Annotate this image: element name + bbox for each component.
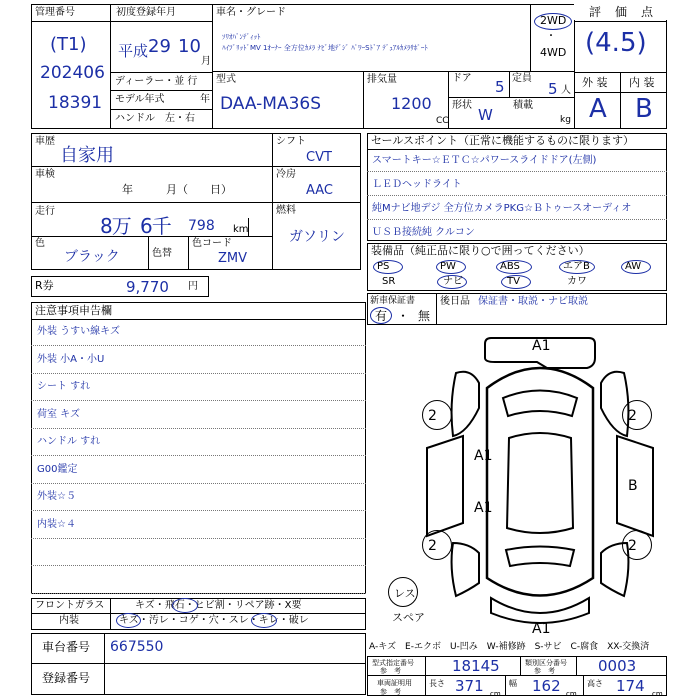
soko-man: 8万 xyxy=(100,214,131,238)
iro-code: ZMV xyxy=(218,251,248,266)
length-unit: cm xyxy=(490,690,501,698)
note-item: シート すれ xyxy=(37,381,91,392)
nenryo-label: 燃料 xyxy=(276,205,296,216)
note-item: ハンドル すれ xyxy=(37,436,101,447)
note-line xyxy=(31,510,366,511)
katashiki-label: 型式 xyxy=(216,74,236,85)
shift-label: シフト xyxy=(276,136,306,147)
legend: A-キズ E-エクボ U-凹み W-補修跡 S-サビ C-腐食 XX-交換済 xyxy=(369,642,650,652)
note-line xyxy=(31,428,366,429)
ruibetsu: 0003 xyxy=(598,657,637,675)
dealer-label: ディーラー・並 行 xyxy=(115,76,198,87)
shitei-sub: 参 考 xyxy=(380,667,401,675)
hyoka: (4.5) xyxy=(585,28,647,58)
height-unit: cm xyxy=(652,690,663,698)
sales-point: ＵＳＢ接続純 クルコン xyxy=(372,227,475,238)
teiin-unit: 人 xyxy=(561,85,571,96)
shomei-label: 車両証明用 xyxy=(377,679,412,687)
shift: CVT xyxy=(306,150,332,165)
width: 162 xyxy=(532,677,561,695)
kanri-num1: 202406 xyxy=(40,63,105,83)
keijo: W xyxy=(478,106,493,124)
flying-stone-circle xyxy=(172,598,198,613)
sekisai-unit: kg xyxy=(560,115,571,125)
keijo-label: 形状 xyxy=(452,100,472,111)
daiban: 667550 xyxy=(110,639,164,655)
gaiso-label: 外 装 xyxy=(582,76,608,89)
damage-mark: A1 xyxy=(532,621,551,637)
rub-circle xyxy=(251,613,277,628)
note-line xyxy=(31,455,366,456)
shodo-label: 初度登録年月 xyxy=(116,7,176,18)
note-item: 外装 うすい線キズ xyxy=(37,326,120,337)
shareki: 自家用 xyxy=(60,145,114,166)
kanri-num2: 18391 xyxy=(48,93,103,113)
rken-frame xyxy=(31,276,209,297)
shaken-text: 年 月（ 日） xyxy=(122,183,232,196)
gaiso: A xyxy=(589,94,607,124)
damage-circle xyxy=(622,400,652,430)
damage-circle xyxy=(422,400,452,430)
nenryo: ガソリン xyxy=(289,229,345,245)
damage-mark: レス xyxy=(394,587,416,600)
equip-item: ABS xyxy=(500,261,520,272)
iro-label: 色 xyxy=(35,238,45,249)
sales-point: 純Mナビ地デジ 全方位カメラPKG☆Ｂトゥースオーディオ xyxy=(372,203,632,214)
shomei-sub: 参 考 xyxy=(380,688,401,696)
naiso-row-label: 内装 xyxy=(59,615,79,626)
drive-dot: ・ xyxy=(546,31,556,42)
kanri-label: 管理番号 xyxy=(35,7,75,18)
kanri-t: (T1) xyxy=(50,34,87,55)
damage-mark: A1 xyxy=(474,448,493,464)
haiki: 1200 xyxy=(391,94,432,113)
damage-mark: 2 xyxy=(628,538,637,554)
sales-label: セールスポイント（正常に機能するものに限ります） xyxy=(371,134,635,147)
note-item: 外装☆５ xyxy=(37,491,76,502)
length: 371 xyxy=(455,677,484,695)
car-name-line2: ﾊｲﾌﾞﾘｯﾄﾞMV 1ｵｰﾅｰ 全方位ｶﾒﾗ ﾅﾋﾞ地ﾃﾞｼﾞ ﾊﾟﾜｰSﾄﾞｱ ﾃﾞｭｱﾙｶﾒﾗｻﾎﾟｰﾄ xyxy=(222,44,428,52)
soko-sen: 6千 xyxy=(140,214,171,238)
note-line xyxy=(31,593,366,594)
month: 10 xyxy=(178,36,201,57)
atohi: 保証書・取説・ナビ取説 xyxy=(478,296,588,307)
sales-line xyxy=(367,171,667,172)
naiso-row-text: キズ・汚レ・コゲ・穴・スレ・キレ・破レ xyxy=(119,615,309,626)
front-glass-label: フロントガラス xyxy=(35,600,105,611)
model-year-label: モデル年式 xyxy=(115,94,165,105)
length-label: 長さ xyxy=(429,679,445,688)
damage-mark: 2 xyxy=(428,538,437,554)
front-glass-text: キズ・飛石・ヒビ割・リペア跡・X要 xyxy=(135,600,302,611)
toroku-label: 登録番号 xyxy=(42,671,91,685)
shitei-label: 型式指定番号 xyxy=(372,659,414,667)
equip-item: ナビ xyxy=(443,276,463,287)
spare-label: スペア xyxy=(392,611,425,624)
equip-item: SR xyxy=(382,276,396,287)
damage-mark: A1 xyxy=(532,338,551,354)
soko-rest: 798 xyxy=(188,218,215,234)
irogae-label: 色替 xyxy=(152,248,172,259)
soko-unit: km xyxy=(233,224,249,235)
equip-item: PW xyxy=(440,261,456,272)
sales-line xyxy=(367,195,667,196)
damage-mark: 2 xyxy=(428,408,437,424)
ruibetsu-label: 類別区分番号 xyxy=(525,659,567,667)
month-unit: 月 xyxy=(201,56,211,67)
hosho-yes: 有 xyxy=(375,309,388,323)
soubi-label: 装備品（純正品に限り○で囲ってください） xyxy=(371,244,590,257)
soko-label: 走行 xyxy=(35,206,55,217)
model-year-unit: 年 xyxy=(200,94,210,105)
hosho-label: 新車保証書 xyxy=(370,296,416,306)
haiki-label: 排気量 xyxy=(367,74,397,85)
damage-circle xyxy=(422,530,452,560)
sekisai-label: 積載 xyxy=(513,100,533,111)
rken: 9,770 xyxy=(126,278,169,296)
year: 29 xyxy=(148,36,171,57)
note-item: 内装☆４ xyxy=(37,518,76,530)
note-item: 荷室 キズ xyxy=(37,408,80,420)
atohi-label: 後日品 xyxy=(440,296,470,307)
reito: AAC xyxy=(306,183,333,198)
handle-label: ハンドル 左・右 xyxy=(115,113,195,124)
equip-item: TV xyxy=(507,276,520,287)
note-line xyxy=(31,565,366,566)
haiki-unit: CC xyxy=(436,116,449,126)
naiso: B xyxy=(635,94,653,124)
drive-2wd: 2WD xyxy=(540,14,567,27)
naiso-label: 内 装 xyxy=(629,76,655,89)
height-label: 高さ xyxy=(587,679,603,688)
note-line xyxy=(31,400,366,401)
damage-mark: 2 xyxy=(628,408,637,424)
hyoka-label: 評 価 点 xyxy=(589,5,655,19)
width-unit: cm xyxy=(566,690,577,698)
door-label: ドア xyxy=(452,73,472,84)
teiin-label: 定員 xyxy=(512,73,532,84)
equip-item: カワ xyxy=(567,276,587,287)
daiban-label: 車台番号 xyxy=(42,640,91,654)
car-name-line1: ｿﾘｵﾊﾞﾝﾃﾞｨｯﾄ xyxy=(222,33,261,41)
teiin: 5 xyxy=(548,80,558,98)
sales-line xyxy=(367,219,667,220)
sales-point: スマートキー☆ＥＴＣ☆パワースライドドア(左側) xyxy=(372,155,597,166)
car-name-label: 車名・グレード xyxy=(216,7,286,18)
note-line xyxy=(31,483,366,484)
iro: ブラック xyxy=(64,249,120,265)
note-item: 外装 小A・小U xyxy=(37,353,105,365)
equip-item: AW xyxy=(625,261,642,272)
equip-item: エアB xyxy=(563,261,590,272)
era: 平成 xyxy=(118,42,149,60)
note-item: G00鑑定 xyxy=(37,463,78,475)
chui-label: 注意事項申告欄 xyxy=(35,304,112,317)
damage-mark: A1 xyxy=(474,500,493,516)
door: 5 xyxy=(495,78,505,96)
equip-item: PS xyxy=(377,261,390,272)
height: 174 xyxy=(616,677,645,695)
note-line xyxy=(31,345,366,346)
shareki-label: 車歴 xyxy=(35,136,55,147)
scratch-circle xyxy=(116,613,141,628)
sales-point: ＬＥＤヘッドライト xyxy=(372,179,462,190)
iro-code-label: 色コード xyxy=(192,238,232,249)
hosho-sep: ・ xyxy=(397,309,410,323)
damage-circle xyxy=(622,530,652,560)
width-label: 幅 xyxy=(509,679,517,688)
shitei: 18145 xyxy=(452,657,500,675)
note-line xyxy=(31,373,366,374)
shaken-label: 車検 xyxy=(35,169,55,180)
ruibetsu-sub: 参 考 xyxy=(534,667,555,675)
katashiki: DAA-MA36S xyxy=(220,94,322,114)
drive-4wd: 4WD xyxy=(540,46,567,59)
damage-mark: B xyxy=(628,478,638,494)
reito-label: 冷房 xyxy=(276,169,296,180)
hosho-no: 無 xyxy=(418,309,431,323)
rken-label: R券 xyxy=(35,279,54,292)
rken-unit: 円 xyxy=(188,281,198,292)
note-line xyxy=(31,538,366,539)
